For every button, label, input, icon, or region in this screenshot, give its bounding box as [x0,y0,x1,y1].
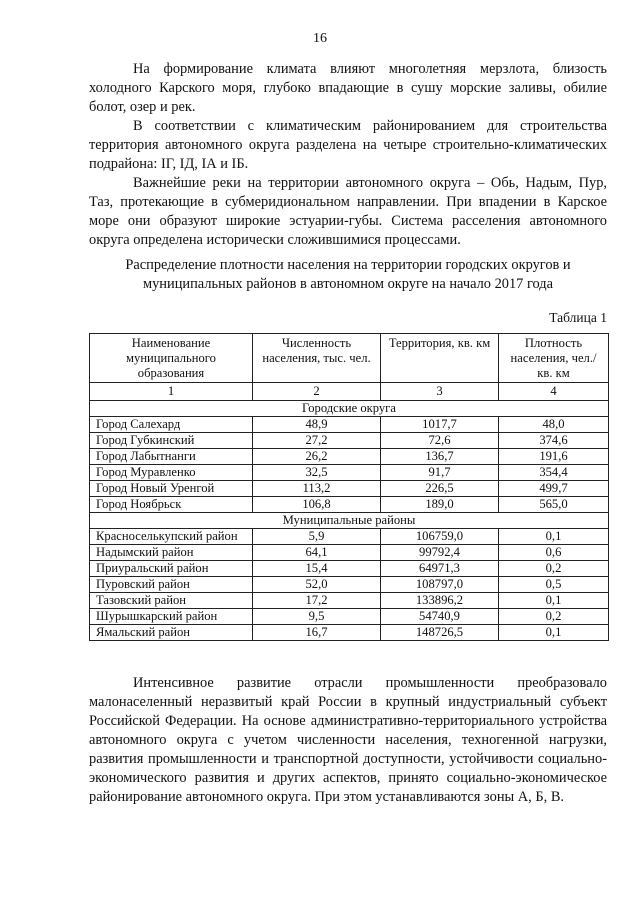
cell-population: 26,2 [253,449,381,465]
cell-population: 113,2 [253,481,381,497]
section-row-urban [90,401,609,417]
table-row [90,593,609,609]
cell-area: 99792,4 [381,545,499,561]
cell-density: 0,2 [499,609,609,625]
cell-density: 565,0 [499,497,609,513]
table-row [90,577,609,593]
cell-population: 5,9 [253,529,381,545]
cell-name: Пуровский район [90,577,253,593]
section-title-urban: Городские округа [90,401,609,417]
table-row [90,433,609,449]
cell-area: 91,7 [381,465,499,481]
paragraph-climate: На формирование климата влияют многолетняя мерзлота, близость холодного Карского моря, глубоко впадающие в сушу морские заливы, обилие болот, озер и рек. [89,61,607,115]
column-number: 4 [499,383,609,401]
table-row [90,497,609,513]
column-number-row [90,383,609,401]
cell-density: 499,7 [499,481,609,497]
cell-area: 64971,3 [381,561,499,577]
table-row [90,545,609,561]
table-row [90,561,609,577]
cell-name: Ямальский район [90,625,253,641]
table-caption [89,256,607,294]
cell-population: 27,2 [253,433,381,449]
table-row [90,449,609,465]
cell-density: 0,5 [499,577,609,593]
cell-population: 9,5 [253,609,381,625]
table-row [90,417,609,433]
table-row [90,481,609,497]
table-row [90,625,609,641]
column-number: 1 [90,383,253,401]
cell-population: 48,9 [253,417,381,433]
cell-name: Город Ноябрьск [90,497,253,513]
cell-area: 1017,7 [381,417,499,433]
table-label: Таблица 1 [549,310,607,325]
column-number: 2 [253,383,381,401]
header-population: Численность населения, тыс. чел. [253,334,381,383]
cell-name: Город Лабытнанги [90,449,253,465]
table-caption-line1: Распределение плотности населения на территории городских округов и [125,257,571,273]
section-title-municipal: Муниципальные районы [90,513,609,529]
paragraph-rivers: Важнейшие реки на территории автономного округа – Обь, Надым, Пур, Таз, протекающие в субмеридиональном направлении. При впадении в Карское море они образуют широкие эстуарии-губы. Система расселения автономного округа определена исторически сложившимися процессами. [89,175,607,248]
cell-name: Приуральский район [90,561,253,577]
table-row [90,609,609,625]
cell-name: Город Новый Уренгой [90,481,253,497]
cell-density: 0,1 [499,529,609,545]
cell-name: Город Муравленко [90,465,253,481]
urban-rows [90,417,609,513]
cell-density: 374,6 [499,433,609,449]
cell-density: 0,2 [499,561,609,577]
cell-density: 0,1 [499,593,609,609]
municipal-rows [90,529,609,641]
cell-density: 0,6 [499,545,609,561]
cell-name: Тазовский район [90,593,253,609]
cell-name: Шурышкарский район [90,609,253,625]
paragraph-zoning: В соответствии с климатическим районированием для строительства территория автономного округа разделена на четыре строительно-климатических подрайона: IГ, IД, IА и IБ. [89,118,607,172]
section-row-municipal [90,513,609,529]
table-row [90,465,609,481]
cell-area: 108797,0 [381,577,499,593]
cell-name: Город Салехард [90,417,253,433]
cell-area: 54740,9 [381,609,499,625]
cell-population: 15,4 [253,561,381,577]
cell-area: 226,5 [381,481,499,497]
cell-population: 17,2 [253,593,381,609]
paragraph-closing: Интенсивное развитие отрасли промышленности преобразовало малонаселенный неразвитый край России в крупный индустриальный субъект Российской Федерации. На основе административно-территориального устройства автономного округа с учетом численности населения, техногенной нагрузки, развития промышленности и транспортной доступности, устойчивости социально-экономического развития и других аспектов, принято социально-экономическое районирование автономного округа. При этом устанавливаются зоны А, Б, В. [89,675,607,805]
cell-area: 189,0 [381,497,499,513]
table-caption-line2: муниципальных районов в автономном округе на начало 2017 года [143,276,553,292]
cell-area: 133896,2 [381,593,499,609]
cell-area: 148726,5 [381,625,499,641]
cell-population: 52,0 [253,577,381,593]
cell-area: 106759,0 [381,529,499,545]
cell-density: 0,1 [499,625,609,641]
table-row [90,529,609,545]
cell-density: 191,6 [499,449,609,465]
cell-population: 16,7 [253,625,381,641]
table-header-row [90,334,609,383]
cell-area: 136,7 [381,449,499,465]
cell-density: 48,0 [499,417,609,433]
cell-name: Красноселькупский район [90,529,253,545]
cell-name: Город Губкинский [90,433,253,449]
header-area: Территория, кв. км [381,334,499,383]
cell-population: 106,8 [253,497,381,513]
header-name: Наименование муниципального образования [90,334,253,383]
cell-area: 72,6 [381,433,499,449]
population-density-table [89,333,609,641]
page-number: 16 [313,31,327,46]
cell-population: 32,5 [253,465,381,481]
cell-population: 64,1 [253,545,381,561]
cell-density: 354,4 [499,465,609,481]
cell-name: Надымский район [90,545,253,561]
column-number: 3 [381,383,499,401]
header-density: Плотность населения, чел./кв. км [499,334,609,383]
